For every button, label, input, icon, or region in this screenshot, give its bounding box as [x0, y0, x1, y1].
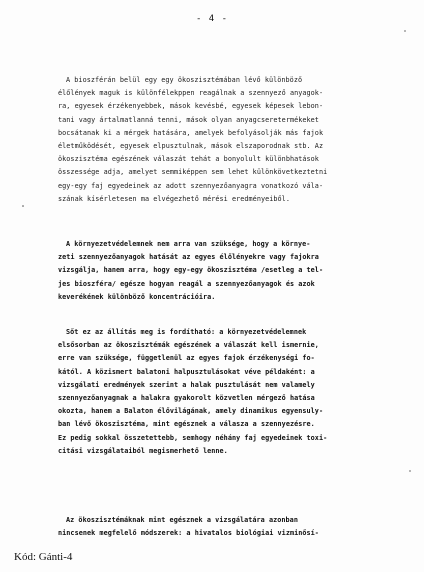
text-line: bocsátanak ki a mérgek hatására, amelyek befolyásolják más fajok [58, 128, 324, 137]
text-line: szának kísérletesen ma elvégezhető mérési eredményeiből. [58, 194, 290, 203]
text-line: Az ökoszisztémáknak mint egésznek a vizsgálatára azonban [66, 516, 298, 524]
text-line: ban lévő ökoszisztéma, mint egésznek a válasza a szennyezésre. [58, 420, 315, 429]
text-line: szennyezőanyagnak a halakra gyakorolt közvetlen mérgező hatása [58, 394, 315, 403]
text-line: Ez pedig sokkal összetettebb, semhogy néhány faj egyedeinek toxi- [58, 433, 328, 442]
text-line: ökoszisztéma egészének válaszát tehát a bonyolult különbhatások [58, 155, 319, 164]
text-line: citási vizsgálataiból megismerhető lenne. [58, 446, 228, 455]
document-code-label: Kód: Gánti-4 [14, 551, 73, 563]
text-line: A környezetvédelemnek nem arra van szüksége, hogy a környe- [66, 240, 311, 248]
scan-speck [409, 470, 411, 472]
text-line: életműködését, egyesek elpusztulnak, mások elszaporodnak stb. Az [58, 142, 324, 151]
text-line: nincsenek megfelelő módszerek: a hivatalos biológiai vizminősí- [58, 529, 319, 538]
text-line: összessége adja, amelyet semmiképpen sem lehet különkövetkeztetni [58, 168, 328, 177]
text-line: A bioszférán belül egy egy ökoszisztémában lévő különböző [66, 76, 303, 84]
text-line: okozta, hanem a Balaton élővilágának, amely dinamikus egyensuly- [58, 407, 324, 416]
text-line: zeti szennyezőanyagok hatását az egyes élőlényekre vagy fajokra [58, 253, 319, 262]
scan-speck [404, 30, 406, 32]
text-line: erre van szüksége, függetlenül az egyes fajok érzékenységi fo- [58, 354, 315, 363]
text-line: ra, egyesek érzékenyebbek, mások kevésbé, egyesek képesek lebon- [58, 102, 324, 111]
text-line: jes bioszféra/ egésze hogyan reagál a szennyezőanyagok és azok [58, 279, 315, 288]
text-line: kától. A közismert balatoni halpusztulásokat véve példaként: a [58, 367, 315, 376]
text-line: keverékének különböző koncentrációira. [58, 292, 216, 301]
paragraph-4 [58, 514, 414, 540]
text-line: vizsgálja, hanem arra, hogy egy-egy ökoszisztéma /esetleg a tel- [58, 266, 324, 275]
text-line: elsősorban az ökoszisztémák egészének a válaszát kell ismernie, [58, 341, 319, 350]
paragraph-1 [58, 74, 414, 206]
text-line: élőlények maguk is különfélekppen reagálnak a szennyező anyagok- [58, 89, 324, 98]
paragraph-3 [58, 326, 414, 458]
text-line: vizsgálati eredmények szerint a halak pusztulását nem valamely [58, 380, 315, 389]
scan-speck [22, 205, 24, 207]
text-line: tani vagy ártalmatlanná tenni, mások olyan anyagcseretermékeket [58, 115, 319, 124]
page-number: - 4 - [195, 14, 229, 24]
text-line: egy-egy faj egyedeinek az adott szennyezőanyagra vonatkozó vála- [58, 181, 324, 190]
text-line: Sőt ez az állítás meg is fordítható: a környezetvédelemnek [66, 328, 307, 336]
paragraph-2 [58, 238, 414, 304]
